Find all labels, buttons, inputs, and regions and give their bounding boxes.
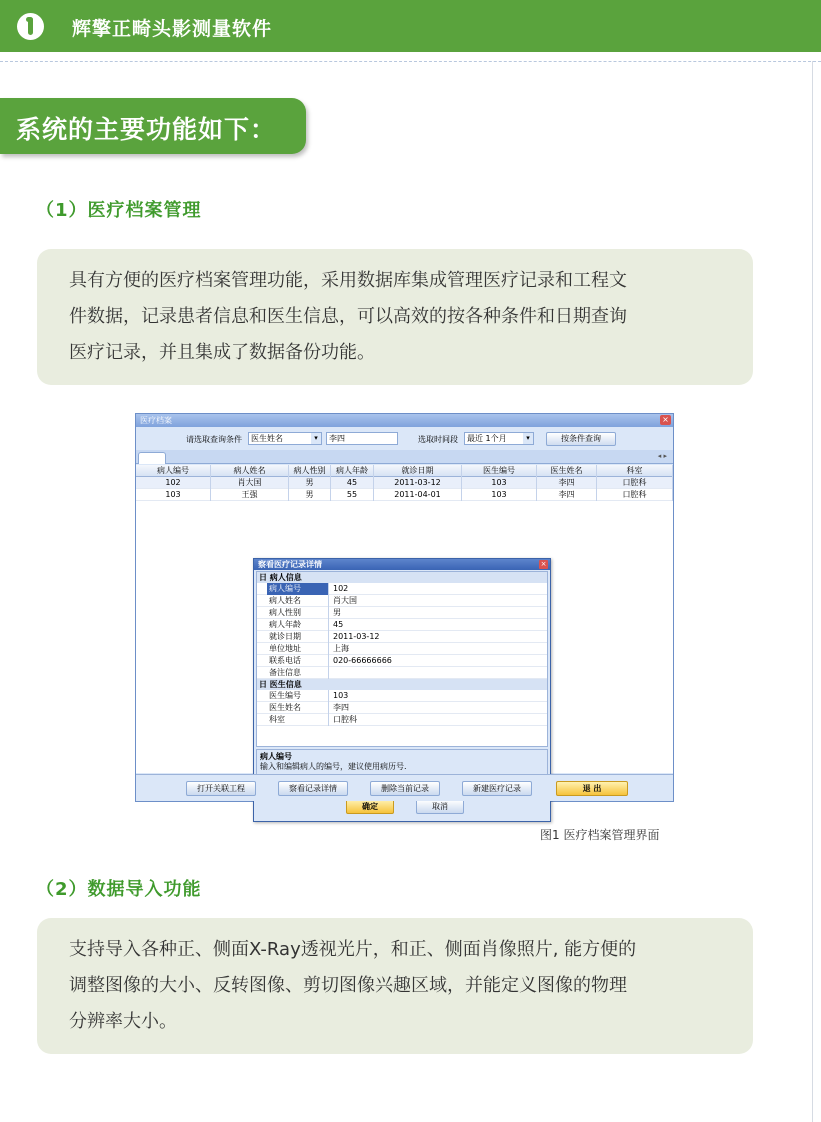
property-value: 103 [333,691,349,700]
section2-title: （2）数据导入功能 [36,879,202,900]
delete-record-button[interactable]: 删除当前记录 [370,781,440,796]
tab-records[interactable] [138,452,166,464]
property-value: 102 [333,584,349,593]
banner-title: 系统的主要功能如下： [16,115,277,144]
query-value-input[interactable] [326,432,398,445]
close-icon[interactable]: × [540,560,547,568]
property-row[interactable] [257,714,547,726]
column-header[interactable]: 科室 [597,465,673,477]
table-cell: 李四 [537,489,597,501]
query-field-select[interactable] [248,432,322,445]
section1-title: （1）医疗档案管理 [36,200,202,221]
figure-caption: 图1 医疗档案管理界面 [540,828,660,842]
property-value: 口腔科 [333,715,357,724]
patient-category[interactable]: 日 病人信息 [257,572,547,583]
period-value: 最近 1个月 [467,434,507,443]
property-row[interactable] [257,655,547,667]
table-row[interactable] [136,489,673,501]
section2-line: 调整图像的大小、反转图像、剪切图像兴趣区域，并能定义图像的物理 [69,975,627,996]
property-row[interactable] [257,631,547,643]
tab-nav-arrows-icon[interactable]: ◂ ▸ [657,452,667,460]
property-row[interactable] [257,643,547,655]
table-cell: 103 [462,477,537,489]
table-row[interactable] [136,477,673,489]
property-key: 医生姓名 [267,702,329,714]
column-header[interactable]: 病人年龄 [331,465,374,477]
property-row[interactable] [257,619,547,631]
action-bar [136,774,673,801]
chevron-down-icon[interactable]: ▾ [523,433,533,444]
exit-button[interactable]: 退 出 [556,781,628,796]
property-row[interactable] [257,667,547,679]
view-detail-button[interactable]: 察看记录详情 [278,781,348,796]
section2-line: 分辨率大小。 [69,1011,177,1032]
property-key: 病人年龄 [267,619,329,631]
doctor-category[interactable]: 日 医生信息 [257,679,547,690]
period-label: 选取时间段 [418,435,458,444]
property-key: 病人性别 [267,607,329,619]
tab-strip [136,450,673,464]
property-value: 肖大国 [333,596,357,605]
property-value: 上海 [333,644,349,653]
chevron-down-icon[interactable]: ▾ [311,433,321,444]
query-bar [136,428,673,450]
property-key: 病人姓名 [267,595,329,607]
table-cell: 男 [289,477,331,489]
table-cell: 口腔科 [597,489,673,501]
table-cell: 55 [331,489,374,501]
table-cell: 肖大国 [211,477,289,489]
section1-description [37,249,753,385]
right-border-line [812,61,813,1122]
window-title: 医疗档案 [136,414,673,427]
property-key: 医生编号 [267,690,329,702]
column-header[interactable]: 病人性别 [289,465,331,477]
property-key: 病人编号 [267,583,329,595]
header-title: 辉擎正畸头影测量软件 [72,18,273,40]
column-header[interactable]: 病人姓名 [211,465,289,477]
column-header[interactable]: 就诊日期 [374,465,462,477]
query-value-text: 李四 [329,434,345,443]
section2-description [37,918,753,1054]
property-row[interactable] [257,690,547,702]
property-key: 单位地址 [267,643,329,655]
medical-records-window [135,413,674,811]
logo-icon [17,13,44,40]
table-cell: 103 [136,489,211,501]
section-banner [0,98,306,154]
section1-line: 具有方便的医疗档案管理功能，采用数据库集成管理医疗记录和工程文 [69,270,627,291]
property-row[interactable] [257,702,547,714]
table-cell: 李四 [537,477,597,489]
property-key: 科室 [267,714,329,726]
property-row[interactable] [257,595,547,607]
table-cell: 102 [136,477,211,489]
open-project-button[interactable]: 打开关联工程 [186,781,256,796]
table-cell: 口腔科 [597,477,673,489]
property-key: 备注信息 [267,667,329,679]
close-icon[interactable]: × [660,415,671,425]
property-row[interactable] [257,607,547,619]
table-cell: 王强 [211,489,289,501]
table-cell: 2011-03-12 [374,477,462,489]
table-cell: 2011-04-01 [374,489,462,501]
period-select[interactable] [464,432,534,445]
property-value: 2011-03-12 [333,632,380,641]
query-field-value: 医生姓名 [251,434,283,443]
ok-button[interactable]: 确定 [346,799,394,814]
property-value: 020-66666666 [333,656,392,665]
section1-line: 件数据，记录患者信息和医生信息，可以高效的按各种条件和日期查询 [69,306,627,327]
dotted-divider [0,61,821,62]
property-value: 李四 [333,703,349,712]
table-header [136,465,673,477]
table-cell: 103 [462,489,537,501]
property-value: 男 [333,608,341,617]
section1-line: 医疗记录，并且集成了数据备份功能。 [69,342,375,363]
property-value: 45 [333,620,344,629]
property-grid [256,571,548,747]
table-cell: 男 [289,489,331,501]
page-header [0,0,821,52]
query-condition-label: 请选取查询条件 [186,435,242,444]
column-header[interactable]: 医生姓名 [537,465,597,477]
description-title: 病人编号 [260,752,292,761]
property-row[interactable] [257,583,547,595]
new-record-button[interactable]: 新建医疗记录 [462,781,532,796]
section2-line: 支持导入各种正、侧面X-Ray透视光片，和正、侧面肖像照片, 能方便的 [69,939,637,960]
search-button[interactable]: 按条件查询 [546,432,616,446]
dialog-title: 察看医疗记录详情 [254,559,550,570]
property-key: 联系电话 [267,655,329,667]
column-header[interactable]: 病人编号 [136,465,211,477]
property-key: 就诊日期 [267,631,329,643]
table-cell: 45 [331,477,374,489]
column-header[interactable]: 医生编号 [462,465,537,477]
cancel-button[interactable]: 取消 [416,799,464,814]
description-text: 输入和编辑病人的编号，建议使用病历号. [260,762,407,771]
